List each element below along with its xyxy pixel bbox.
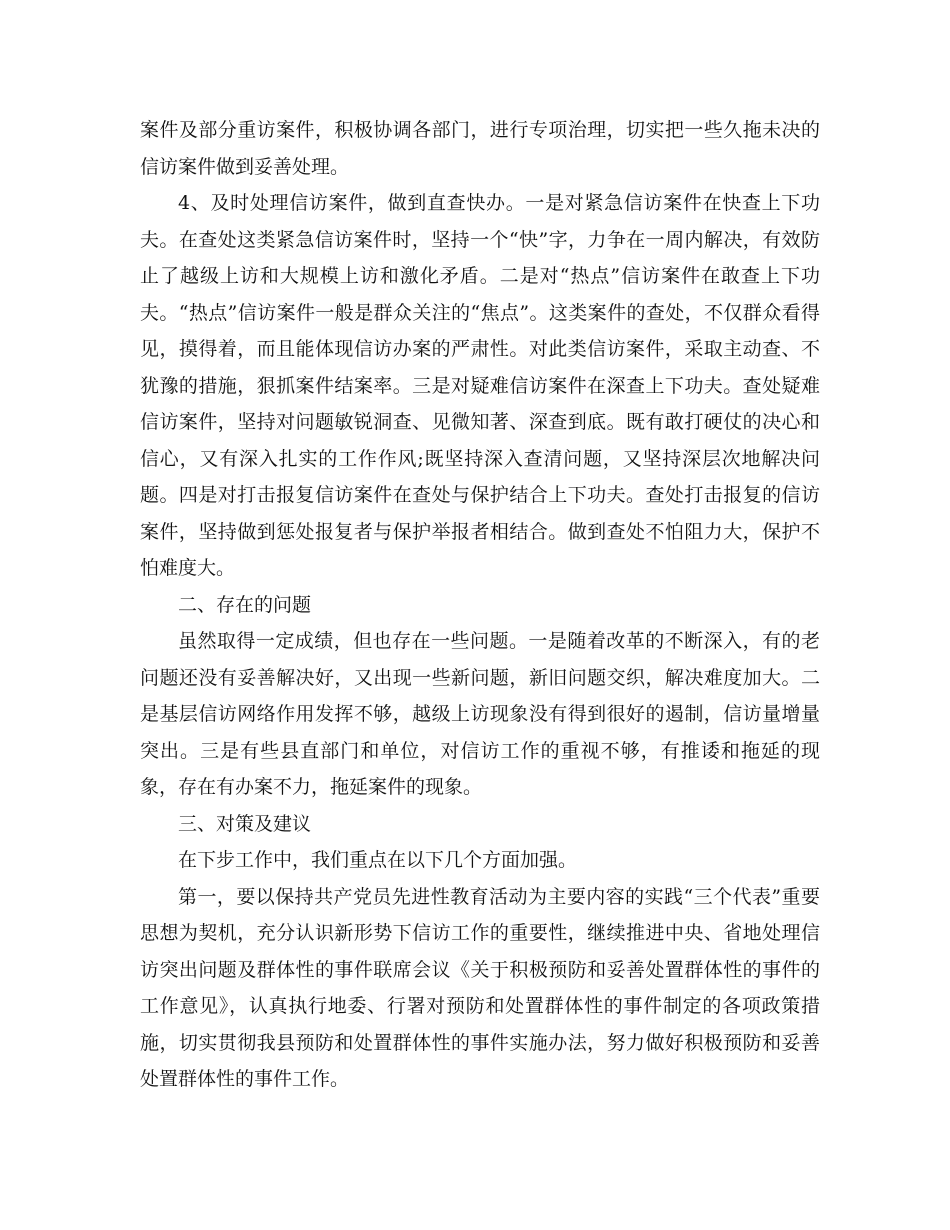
paragraph-continuation: 案件及部分重访案件，积极协调各部门，进行专项治理，切实把一些久拖未决的信访案件做到妥善处理。 <box>140 119 820 178</box>
section-heading-suggestions: 三、对策及建议 <box>178 812 312 835</box>
paragraph-suggestions-intro: 在下步工作中，我们重点在以下几个方面加强。 <box>178 849 578 871</box>
paragraph-first-measure: 第一，要以保持共产党员先进性教育活动为主要内容的实践“三个代表”重要思想为契机，充分认识新形势下信访工作的重要性，继续推进中央、省地处理信访突出问题及群体性的事件联席会议《关于积极预防和妥善处置群体性的事件的工作意见》，认真执行地委、行署对预防和处置群体性的事件制定的各项政策措施，切实贯彻我县预防和处置群体性的事件实施办法，努力做好积极预防和妥善处置群体性的事件工作。 <box>140 885 820 1090</box>
paragraph-problems: 虽然取得一定成绩，但也存在一些问题。一是随着改革的不断深入，有的老问题还没有妥善解决好，又出现一些新问题，新旧问题交织，解决难度加大。二是基层信访网络作用发挥不够，越级上访现象没有得到很好的遏制，信访量增量突出。三是有些县直部门和单位，对信访工作的重视不够，有推诿和拖延的现象，存在有办案不力，拖延案件的现象。 <box>140 630 820 798</box>
paragraph-item-4: 4、及时处理信访案件，做到直查快办。一是对紧急信访案件在快查上下功夫。在查处这类紧急信访案件时，坚持一个“快”字，力争在一周内解决，有效防止了越级上访和大规模上访和激化矛盾。二是对“热点”信访案件在敢查上下功夫。“热点”信访案件一般是群众关注的“焦点”。这类案件的查处，不仅群众看得见，摸得着，而且能体现信访办案的严肃性。对此类信访案件，采取主动查、不犹豫的措施，狠抓案件结案率。三是对疑难信访案件在深查上下功夫。查处疑难信访案件，坚持对问题敏锐洞查、见微知著、深查到底。既有敢打硬仗的决心和信心，又有深入扎实的工作作风;既坚持深入查清问题，又坚持深层次地解决问题。四是对打击报复信访案件在查处与保护结合上下功夫。查处打击报复的信访案件，坚持做到惩处报复者与保护举报者相结合。做到查处不怕阻力大，保护不怕难度大。 <box>140 192 820 579</box>
document-body <box>140 112 820 1098</box>
section-heading-problems: 二、存在的问题 <box>178 593 312 616</box>
